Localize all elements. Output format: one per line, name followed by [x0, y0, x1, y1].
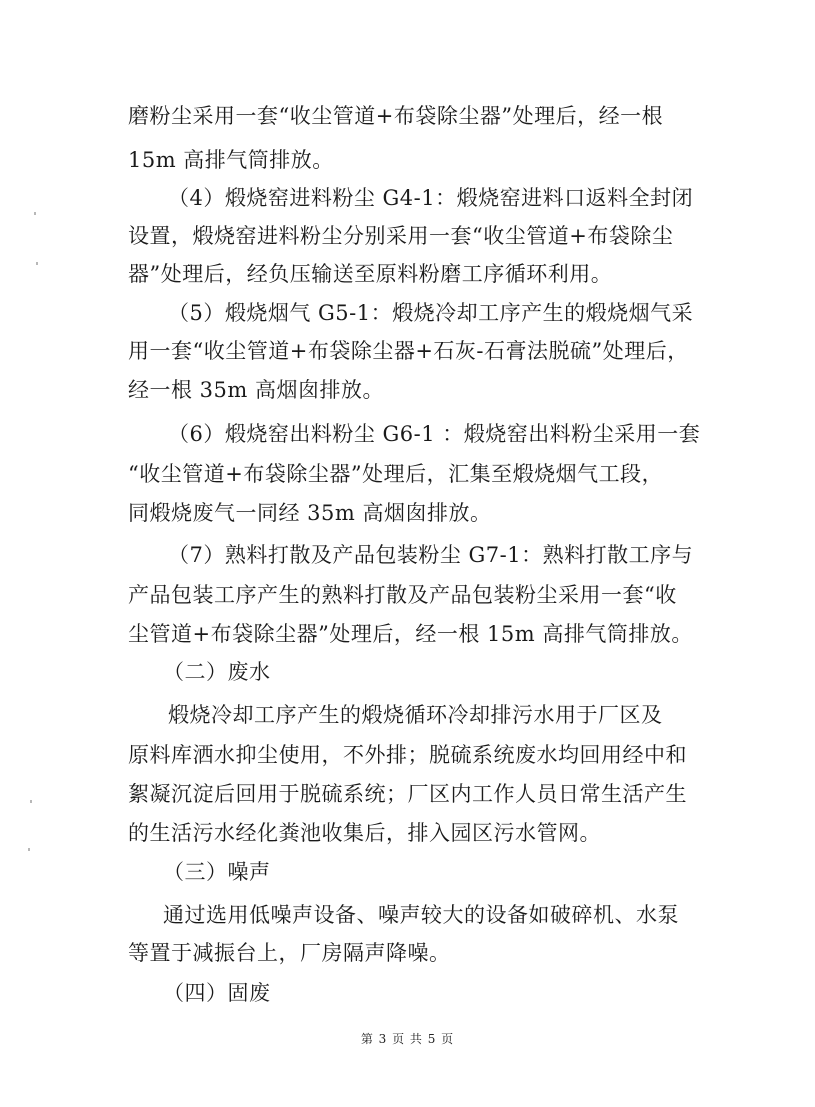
text-line: 的生活污水经化粪池收集后，排入园区污水管网。	[128, 821, 601, 845]
text-line: 原料库洒水抑尘使用，不外排；脱硫系统废水均回用经中和	[128, 743, 687, 767]
section-heading: （二）废水	[163, 660, 271, 684]
text-line: 尘管道+布袋除尘器”处理后，经一根 15m 高排气筒排放。	[128, 622, 693, 646]
text-line: 设置，煅烧窑进料粉尘分别采用一套“收尘管道+布袋除尘	[128, 224, 674, 248]
text-line: 用一套“收尘管道+布袋除尘器+石灰-石膏法脱硫”处理后，	[128, 339, 689, 363]
text-line: “收尘管道+布袋除尘器”处理后，汇集至煅烧烟气工段，	[128, 462, 664, 486]
text-line: 经一根 35m 高烟囱排放。	[128, 378, 384, 402]
text-line: 磨粉尘采用一套“收尘管道+布袋除尘器”处理后，经一根	[128, 104, 664, 128]
text-line: （7）熟料打散及产品包装粉尘 G7-1：熟料打散工序与	[168, 543, 694, 567]
section-heading: （三）噪声	[163, 860, 271, 884]
text-line: 絮凝沉淀后回用于脱硫系统；厂区内工作人员日常生活产生	[128, 782, 687, 806]
scan-speck	[28, 848, 30, 851]
text-line: 15m 高排气筒排放。	[128, 148, 334, 172]
scan-speck	[36, 262, 38, 265]
text-line: 同煅烧废气一同经 35m 高烟囱排放。	[128, 501, 492, 525]
scan-speck	[34, 212, 36, 215]
text-line: （5）煅烧烟气 G5-1：煅烧冷却工序产生的煅烧烟气采	[168, 301, 694, 325]
section-heading: （四）固废	[163, 981, 271, 1005]
text-line: 产品包装工序产生的熟料打散及产品包装粉尘采用一套“收	[128, 583, 677, 607]
scan-speck	[30, 800, 32, 803]
text-line: 等置于减振台上，厂房隔声降噪。	[128, 941, 451, 965]
text-line: 通过选用低噪声设备、噪声较大的设备如破碎机、水泵	[163, 903, 679, 927]
text-line: （4）煅烧窑进料粉尘 G4-1：煅烧窑进料口返料全封闭	[168, 186, 694, 210]
text-line: 煅烧冷却工序产生的煅烧循环冷却排污水用于厂区及	[168, 703, 663, 727]
text-line: 器”处理后，经负压输送至原料粉磨工序循环利用。	[128, 262, 613, 286]
page-footer: 第 3 页 共 5 页	[360, 1032, 455, 1046]
text-line: （6）煅烧窑出料粉尘 G6-1 ：煅烧窑出料粉尘采用一套	[168, 422, 701, 446]
